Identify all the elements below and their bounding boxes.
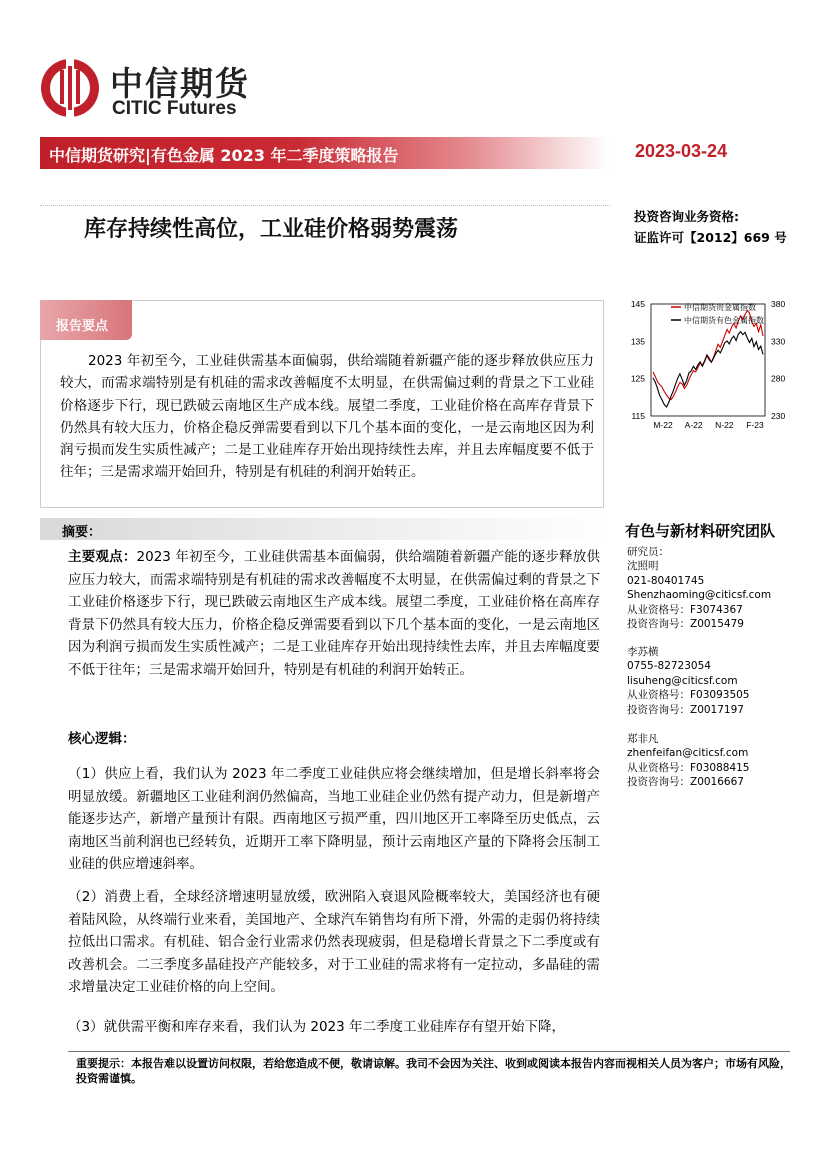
analyst-name: 沈照明 xyxy=(627,560,659,573)
chart-legend-label: 中信期货有色金属指数 xyxy=(684,316,764,325)
chart-y-right-tick: 280 xyxy=(771,373,786,384)
analyst-block-1 xyxy=(627,545,771,631)
team-title: 有色与新材料研究团队 xyxy=(625,522,776,540)
analyst-name: 李苏横 xyxy=(627,646,659,658)
footer-notice: 重要提示：本报告难以设置访问权限，若给您造成不便，敬请谅解。我司不会因为关注、收到或阅读本报告内容而视相关人员为客户；市场有风险，投资需谨慎。 xyxy=(76,1057,791,1085)
report-title: 库存持续性高位，工业硅价格弱势震荡 xyxy=(84,217,459,242)
core-logic-label: 核心逻辑： xyxy=(68,731,136,747)
logic-paragraph-3: （3）就供需平衡和库存来看，我们认为 2023 年二季度工业硅库存有望开始下降， xyxy=(68,1019,566,1035)
chart-legend-label: 中信期货贵金属指数 xyxy=(684,303,756,312)
header-banner-text: 中信期货研究|有色金属 2023 年二季度策略报告 xyxy=(49,146,399,165)
qualification-label: 投资咨询业务资格: xyxy=(634,209,739,224)
analyst-phone: 021-80401745 xyxy=(627,574,705,587)
analyst-block-3 xyxy=(627,732,749,790)
chart-y-left-tick: 125 xyxy=(630,373,645,384)
analyst-name: 郑非凡 xyxy=(627,733,659,745)
chart-x-tick: A-22 xyxy=(684,420,703,430)
analyst-invest: 投资咨询号：Z0015479 xyxy=(627,618,744,631)
analyst-email: Shenzhaoming@citicsf.com xyxy=(627,589,772,602)
analyst-email: zhenfeifan@citicsf.com xyxy=(627,747,749,760)
abstract-label: 摘要： xyxy=(62,525,102,540)
analyst-cert: 从业资格号：F3074367 xyxy=(627,603,743,616)
index-chart xyxy=(615,296,800,436)
main-view-text: 2023 年初至今，工业硅供需基本面偏弱，供给端随着新疆产能的逐步释放供应压力较大，而需求端特别是有机硅的需求改善幅度不太明显，在供需偏过剩的背景之下工业硅价格逐步下行，现已跌破云南地区生产成本线。展望二季度，工业硅价格在高库存背景下仍然具有较大压力，价格企稳反弹需要看到以下几个基本面的变化，一是云南地区因为利润亏损而发生实质性减产；二是工业硅库存开始出现持续性去库，并且去库幅度要不低于往年；三是需求端开始回升，特别是有机硅的利润开始转正。 xyxy=(68,549,601,678)
chart-y-left-tick: 135 xyxy=(630,336,645,347)
chart-series-line-2 xyxy=(653,332,763,407)
chart-x-tick: M-22 xyxy=(653,420,673,430)
analyst-email: lisuheng@citicsf.com xyxy=(627,674,738,687)
chart-y-left-tick: 115 xyxy=(631,411,645,421)
chart-x-tick: F-23 xyxy=(746,420,764,430)
analyst-invest: 投资咨询号：Z0017197 xyxy=(627,703,744,716)
chart-y-right-tick: 230 xyxy=(771,411,786,421)
qualification-license: 证监许可【2012】669 号 xyxy=(634,230,787,245)
analyst-role: 研究员： xyxy=(627,546,669,558)
footer-divider xyxy=(68,1051,790,1052)
logic-paragraph-1: （1）供应上看，我们认为 2023 年二季度工业硅供应将会继续增加，但是增长斜率将会明显放缓。新疆地区工业硅利润仍然偏高，当地工业硅企业仍然有提产动力，但是新增产能逐步达产，新增产量预计有限。西南地区亏损严重，四川地区开工率降至历史低点，云南地区当前利润也已经转负，近期开工率下降明显，预计云南地区产量的下降将会压制工业硅的供应增速斜率。 xyxy=(68,766,600,872)
analyst-cert: 从业资格号：F03093505 xyxy=(627,689,750,702)
logo-cn-text: 中信期货 xyxy=(110,64,250,103)
analyst-block-2 xyxy=(627,645,749,717)
analyst-invest: 投资咨询号：Z0016667 xyxy=(627,776,744,789)
main-view-paragraph xyxy=(68,546,600,681)
logo-en-text: CITIC Futures xyxy=(112,98,237,119)
chart-y-right-tick: 330 xyxy=(771,336,786,347)
summary-text: 2023 年初至今，工业硅供需基本面偏弱，供给端随着新疆产能的逐步释放供应压力较大，而需求端特别是有机硅的需求改善幅度不太明显，在供需偏过剩的背景之下工业硅价格逐步下行，现已跌破云南地区生产成本线。展望二季度，工业硅价格在高库存背景下仍然具有较大压力，价格企稳反弹需要看到以下几个基本面的变化，一是云南地区因为利润亏损而发生实质性减产；二是工业硅库存开始出现持续性去库，并且去库幅度要不低于往年；三是需求端开始回升，特别是有机硅的利润开始转正。 xyxy=(60,353,594,481)
chart-y-left-tick: 145 xyxy=(630,299,645,309)
divider xyxy=(40,205,610,206)
logic-paragraph-2: （2）消费上看，全球经济增速明显放缓，欧洲陷入衰退风险概率较大，美国经济也有硬着陆风险，从终端行业来看，美国地产、全球汽车销售均有所下滑，外需的走弱仍将持续拉低出口需求。有机硅、铝合金行业需求仍然表现疲弱，但是稳增长背景之下二季度或有改善机会。二三季度多晶硅投产产能较多，对于工业硅的需求将有一定拉动，多晶硅的需求增量决定工业硅价格的向上空间。 xyxy=(68,889,600,995)
chart-x-tick: N-22 xyxy=(715,420,734,430)
chart-y-right-tick: 380 xyxy=(771,299,786,309)
summary-tab-label: 报告要点 xyxy=(56,319,109,334)
abstract-band xyxy=(40,518,610,540)
analyst-phone: 0755-82723054 xyxy=(627,660,711,673)
report-date: 2023-03-24 xyxy=(635,141,728,161)
analyst-cert: 从业资格号：F03088415 xyxy=(627,761,750,774)
main-view-lead: 主要观点： xyxy=(68,549,137,565)
